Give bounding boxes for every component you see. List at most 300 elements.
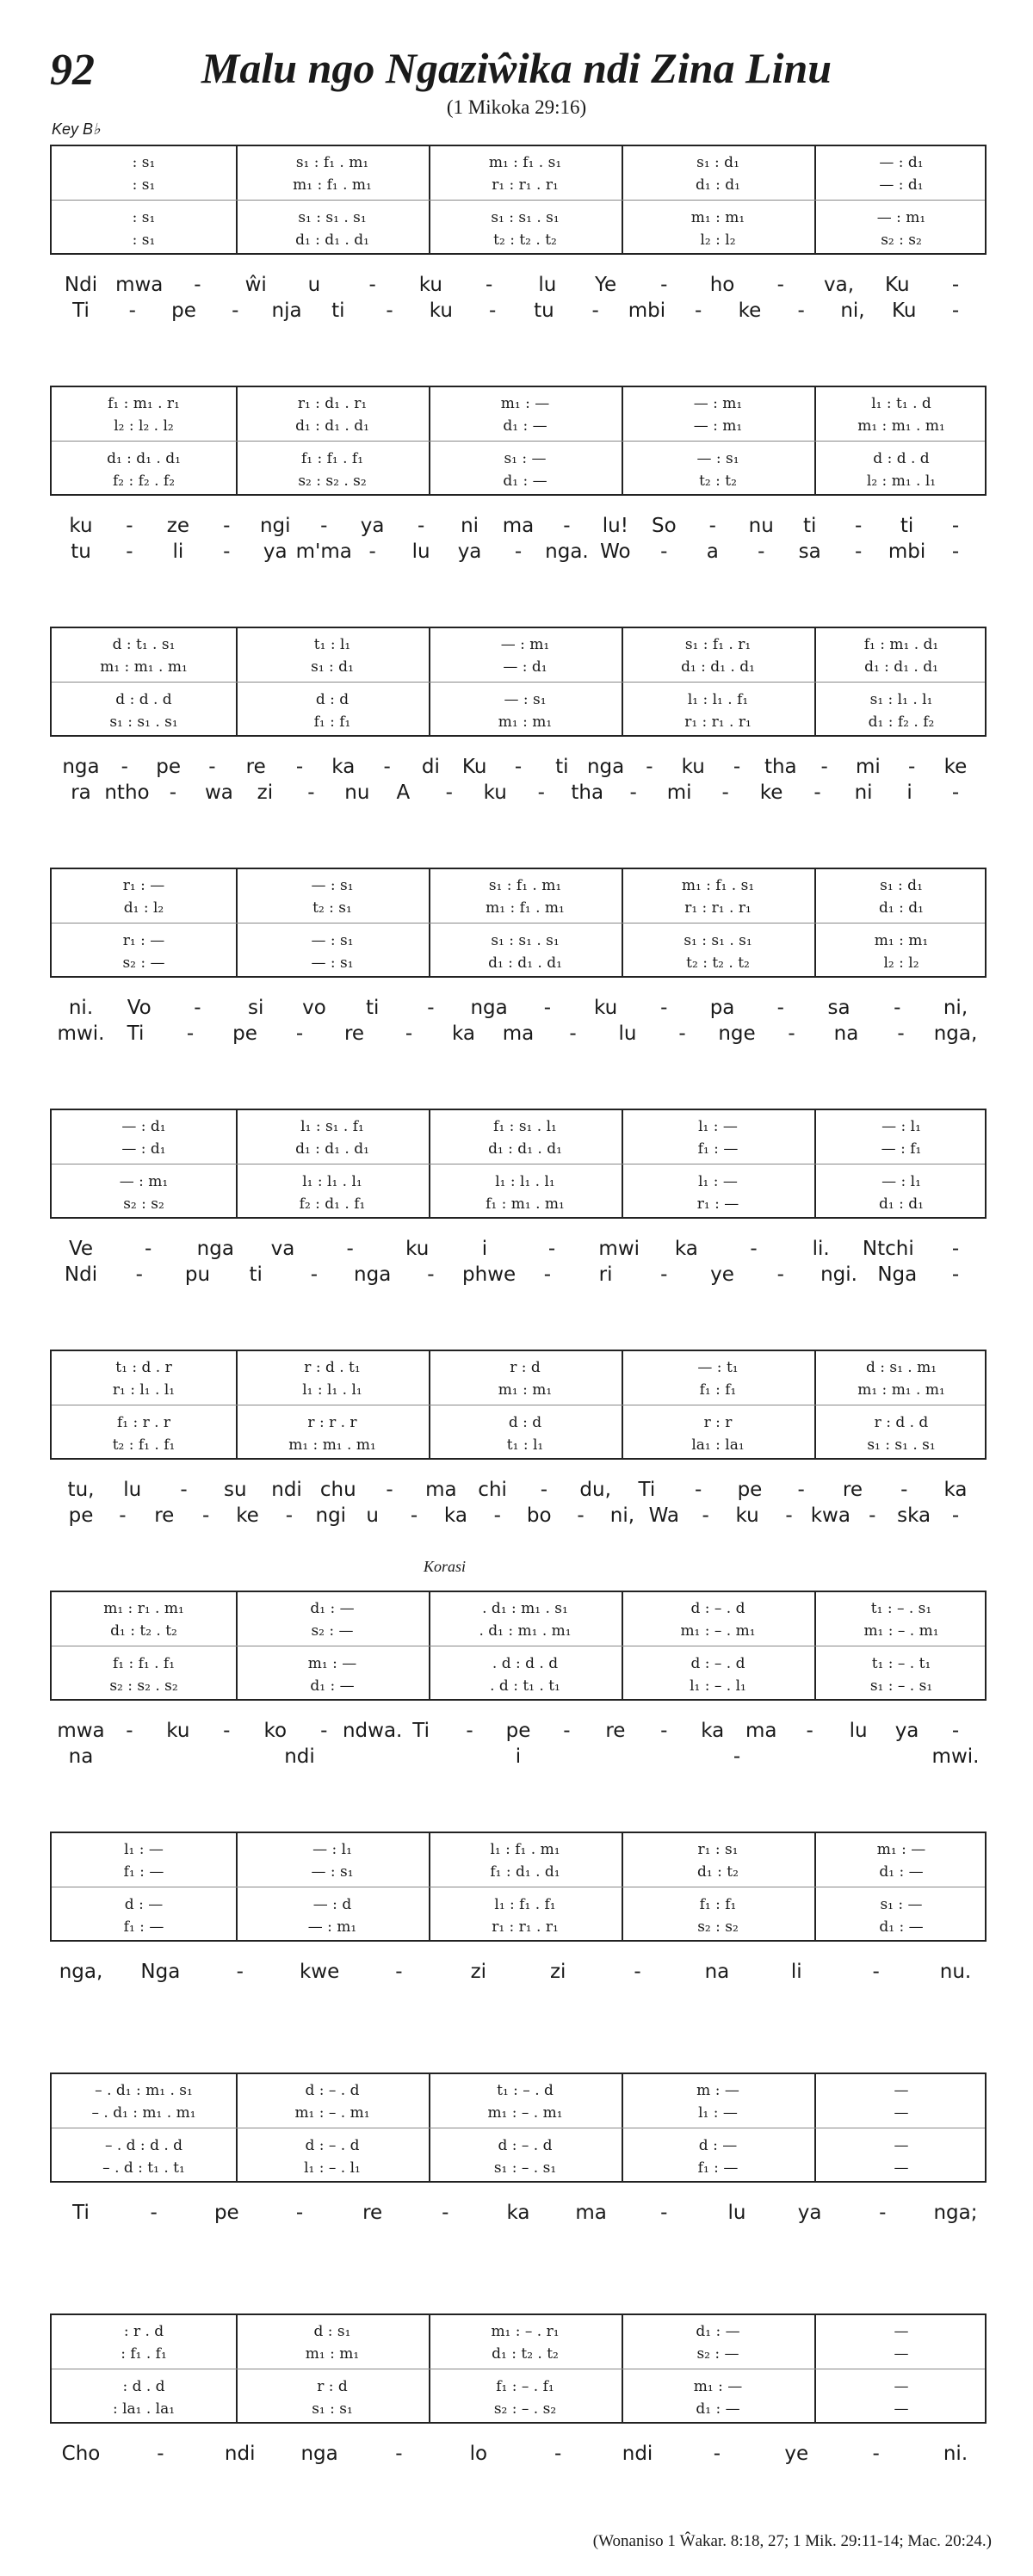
lyric-syllable: - [660, 2202, 668, 2224]
lyric-syllable: kwe [299, 1961, 340, 1983]
note-cell: — : l₁ [312, 1841, 352, 1858]
note-cell: m₁ : — [500, 395, 550, 412]
lyric-syllable: - [208, 756, 216, 778]
lyric-line [50, 1503, 987, 1529]
lyric-line [50, 1959, 987, 1985]
note-cell: m : — [696, 2082, 739, 2099]
note-cell: s₁ : s₁ [312, 2400, 353, 2418]
lyric-syllable: - [194, 274, 201, 296]
lyric-syllable: ya [894, 1720, 919, 1742]
lyric-syllable: - [569, 1022, 577, 1045]
note-cell: m₁ : m₁ . m₁ [288, 1436, 376, 1454]
lyric-syllable: - [410, 1504, 418, 1527]
note-cell: d : – . d [690, 1600, 745, 1617]
note-cell: m₁ : m₁ . m₁ [100, 658, 188, 676]
lyric-syllable: - [951, 1238, 960, 1260]
lyric-syllable: Wo [600, 541, 631, 563]
note-cell: — : s₁ [504, 691, 547, 708]
note-cell: — : l₁ [881, 1118, 921, 1135]
lyric-line [50, 780, 987, 806]
voice-row [52, 1356, 985, 1379]
lyric-syllable: su [224, 1479, 247, 1501]
note-cell: f₂ : f₂ . f₂ [112, 473, 176, 490]
lyric-syllable: A [396, 781, 411, 804]
lyric-syllable: u [366, 1504, 379, 1527]
note-cell: – . d₁ : m₁ . m₁ [91, 2104, 196, 2122]
voice-row [52, 2102, 985, 2124]
note-cell: — : t₁ [697, 1359, 739, 1376]
lyric-syllable: - [785, 1504, 793, 1527]
note-cell: r : d [317, 2378, 348, 2395]
note-cell: . d₁ : m₁ . s₁ [482, 1600, 568, 1617]
lyric-syllable: - [854, 541, 863, 563]
note-cell: s₁ : s₁ . s₁ [684, 932, 752, 949]
note-cell: m₁ : m₁ [690, 209, 745, 226]
lyric-syllable: - [395, 1961, 403, 1983]
note-cell: l₂ : l₂ [700, 232, 736, 249]
lyric-syllable: - [186, 1022, 195, 1045]
note-cell: l₁ : l₁ . f₁ [687, 691, 749, 708]
note-cell: d : — [698, 2137, 738, 2154]
note-cell: d₁ : d₁ . d₁ [488, 954, 562, 972]
note-cell: f₁ : f₁ [699, 1381, 737, 1399]
lyric-syllable: va, [824, 274, 855, 296]
note-cell: — : m₁ [693, 395, 743, 412]
note-cell: l₁ : — [698, 1118, 738, 1135]
lyric-syllable: - [180, 1479, 188, 1501]
lyric-syllable: na [833, 1022, 859, 1045]
voice-row [52, 151, 985, 174]
note-cell: m₁ : m₁ [498, 713, 553, 731]
lyric-syllable: Ye [595, 274, 617, 296]
note-cell: m₁ : m₁ . m₁ [857, 1381, 945, 1399]
note-cell: r : r [703, 1414, 733, 1431]
note-cell: s₂ : — [311, 1622, 354, 1640]
lyric-syllable: pe [737, 1479, 763, 1501]
lyric-syllable: nga [300, 2443, 338, 2465]
note-cell: — : s₁ [311, 954, 354, 972]
lyric-syllable: - [126, 515, 133, 537]
lyric-line [50, 2200, 987, 2226]
staff-divider [52, 923, 985, 924]
note-cell: s₁ : f₁ . m₁ [488, 877, 562, 894]
lyric-syllable: - [758, 541, 765, 563]
note-cell: m₁ : — [876, 1841, 926, 1858]
music-system [50, 1591, 987, 1701]
lyric-syllable: ke [943, 756, 968, 778]
lyric-syllable: ra [71, 781, 91, 804]
note-cell: l₁ : – . l₁ [690, 1677, 746, 1695]
note-cell: f₁ : — [123, 1863, 164, 1881]
note-cell: — : s₁ [696, 450, 739, 467]
voice-row [52, 1115, 985, 1138]
note-cell: d₁ : — [310, 1677, 355, 1695]
lyric-syllable: Ku [885, 274, 910, 296]
lyric-syllable: re [842, 1479, 863, 1501]
lyric-syllable: - [485, 274, 493, 296]
note-cell: s₂ : s₂ [123, 1195, 164, 1213]
lyric-syllable: di [421, 756, 440, 778]
voice-row [52, 656, 985, 678]
lyric-syllable: mwa [115, 274, 164, 296]
note-cell: m₁ : – . m₁ [487, 2104, 563, 2122]
note-cell: — [894, 2345, 909, 2363]
note-cell: f₁ : f₁ [313, 713, 351, 731]
lyric-syllable: Ndi [64, 274, 98, 296]
lyric-syllable: ku [69, 515, 93, 537]
lyric-syllable: Ti [127, 1022, 145, 1045]
lyric-syllable: li [790, 1961, 802, 1983]
lyric-line [50, 2441, 987, 2467]
lyric-syllable: Ti [412, 1720, 430, 1742]
lyric-syllable: lu [727, 2202, 746, 2224]
note-cell: f₁ : d₁ . d₁ [490, 1863, 560, 1881]
lyric-syllable: - [493, 1504, 501, 1527]
note-cell: s₁ : f₁ . m₁ [295, 154, 369, 171]
note-cell: l₁ : — [124, 1841, 164, 1858]
note-cell: f₁ : f₁ . f₁ [300, 450, 364, 467]
lyric-syllable: ti [900, 515, 914, 537]
lyric-syllable: - [135, 1263, 143, 1286]
voice-row [52, 1193, 985, 1215]
lyric-syllable: m'ma [295, 541, 352, 563]
note-cell: t₁ : l₁ [313, 636, 351, 653]
lyric-syllable: nga [354, 1263, 392, 1286]
lyric-syllable: ka [331, 756, 356, 778]
lyric-syllable: ya [797, 2202, 822, 2224]
note-cell: — [894, 2137, 909, 2154]
lyric-syllable: ntho [104, 781, 150, 804]
lyric-syllable: kwa [810, 1504, 851, 1527]
voice-row [52, 1138, 985, 1160]
lyric-syllable: ndi [271, 1479, 302, 1501]
lyric-syllable: i [515, 1745, 522, 1768]
lyric-syllable: Ve [68, 1238, 94, 1260]
lyric-syllable: - [427, 1263, 435, 1286]
lyric-syllable: Nga [140, 1961, 181, 1983]
note-cell: l₁ : l₁ . l₁ [495, 1173, 555, 1190]
note-cell: t₁ : d . r [115, 1359, 172, 1376]
note-cell: s₁ : s₁ . s₁ [298, 209, 367, 226]
note-cell: s₁ : s₁ . s₁ [491, 932, 560, 949]
lyric-syllable: lu [123, 1479, 142, 1501]
note-cell: s₂ : s₂ [881, 232, 922, 249]
lyric-line [50, 539, 987, 565]
lyric-syllable: - [169, 781, 177, 804]
note-cell: — [894, 2082, 909, 2099]
voice-row [52, 897, 985, 919]
lyric-syllable: - [900, 1479, 908, 1501]
lyric-syllable: ti [365, 997, 380, 1019]
staff-divider [52, 682, 985, 683]
lyric-syllable: ku [405, 1238, 430, 1260]
note-cell: s₁ : s₁ . s₁ [491, 209, 560, 226]
lyric-syllable: - [537, 781, 545, 804]
lyric-syllable: - [695, 300, 702, 322]
lyric-line [50, 754, 987, 780]
note-cell: — : d₁ [879, 154, 924, 171]
lyric-syllable: - [776, 997, 784, 1019]
note-cell: r₁ : r₁ . r₁ [492, 176, 559, 194]
note-cell: m₁ : f₁ . s₁ [681, 877, 755, 894]
note-cell: r₁ : r₁ . r₁ [684, 713, 752, 731]
lyric-syllable: ku [593, 997, 618, 1019]
note-cell: f₁ : — [697, 1140, 739, 1158]
note-cell: : la₁ . la₁ [112, 2400, 176, 2418]
lyric-syllable: - [721, 781, 729, 804]
scripture-reference: (1 Mikoka 29:16) [446, 96, 587, 118]
lyric-syllable: - [591, 300, 599, 322]
lyric-syllable: re [605, 1720, 626, 1742]
lyric-syllable: - [201, 1504, 210, 1527]
note-cell: d₁ : — [696, 2323, 740, 2340]
note-cell: s₁ : s₁ . s₁ [109, 713, 178, 731]
voice-row [52, 1675, 985, 1697]
lyric-syllable: Ti [72, 2202, 90, 2224]
note-cell: d₁ : d₁ [696, 176, 740, 194]
lyric-syllable: va [270, 1238, 295, 1260]
lyric-syllable: ma [575, 2202, 607, 2224]
lyric-syllable: - [295, 1022, 304, 1045]
voice-row [52, 633, 985, 656]
lyric-syllable: Wa [648, 1504, 680, 1527]
lyric-syllable: - [445, 781, 453, 804]
note-cell: — [894, 2378, 909, 2395]
note-cell: d : d . d [873, 450, 930, 467]
lyric-line [50, 1021, 987, 1047]
note-cell: r : r . r [307, 1414, 357, 1431]
lyric-syllable: nga. [545, 541, 589, 563]
note-cell: d₁ : d₁ . d₁ [295, 232, 369, 249]
lyric-line [50, 1236, 987, 1262]
note-cell: m₁ : – . m₁ [294, 2104, 370, 2122]
voice-row [52, 415, 985, 437]
lyric-syllable: phwe [462, 1263, 516, 1286]
note-cell: s₁ : – . s₁ [869, 1677, 933, 1695]
note-cell: d : t₁ . s₁ [112, 636, 176, 653]
lyric-syllable: ni. [68, 997, 94, 1019]
lyric-syllable: na [704, 1961, 730, 1983]
note-cell: d₁ : d₁ [879, 1195, 924, 1213]
lyric-syllable: nga [470, 997, 508, 1019]
lyric-syllable: ka [506, 2202, 530, 2224]
hymn-number: 92 [50, 46, 95, 95]
note-cell: d : – . d [690, 1655, 745, 1672]
lyric-syllable: - [702, 1504, 709, 1527]
note-cell: d₁ : d₁ [879, 899, 924, 917]
lyric-syllable: wa [204, 781, 233, 804]
lyric-syllable: ya [457, 541, 482, 563]
lyric-syllable: tu [534, 300, 554, 322]
voice-row [52, 229, 985, 251]
voice-row [52, 1171, 985, 1193]
note-cell: s₁ : — [504, 450, 547, 467]
lyric-syllable: pu [184, 1263, 211, 1286]
music-system [50, 1832, 987, 1942]
lyric-syllable: ma [502, 515, 535, 537]
lyric-syllable: ku [735, 1504, 759, 1527]
chorus-label: Korasi [424, 1558, 467, 1575]
voice-row [52, 689, 985, 711]
lyric-syllable: ka [674, 1238, 698, 1260]
voice-row [52, 1652, 985, 1675]
lyric-syllable: - [733, 1745, 741, 1768]
note-cell: . d₁ : m₁ . m₁ [479, 1622, 572, 1640]
voice-row [52, 874, 985, 897]
note-cell: — : d₁ [121, 1140, 166, 1158]
note-cell: r₁ : l₁ . l₁ [112, 1381, 176, 1399]
voice-row [52, 2343, 985, 2365]
lyric-syllable: ma [745, 1720, 777, 1742]
lyric-syllable: - [488, 300, 497, 322]
lyric-line [50, 995, 987, 1021]
lyric-syllable: Nga [877, 1263, 918, 1286]
lyric-syllable: pe [213, 2202, 239, 2224]
lyric-syllable: ke [759, 781, 783, 804]
voice-row [52, 174, 985, 196]
voice-row [52, 930, 985, 952]
note-cell: d₁ : — [879, 1918, 924, 1936]
lyric-syllable: - [232, 300, 239, 322]
lyric-syllable: - [417, 515, 425, 537]
lyric-syllable: - [646, 756, 653, 778]
note-cell: r₁ : — [696, 1195, 739, 1213]
lyric-syllable: mbi [628, 300, 666, 322]
lyric-syllable: - [733, 756, 741, 778]
note-cell: r₁ : r₁ . r₁ [492, 1918, 559, 1936]
lyric-syllable: - [150, 2202, 158, 2224]
lyric-syllable: lu [849, 1720, 868, 1742]
lyric-syllable: - [194, 997, 201, 1019]
lyric-syllable: ke [738, 300, 762, 322]
note-cell: d₁ : f₂ . f₂ [868, 713, 935, 731]
note-cell: r : d . t₁ [304, 1359, 361, 1376]
lyric-syllable: - [563, 515, 571, 537]
lyric-syllable: Ndi [64, 1263, 98, 1286]
note-cell: . d : t₁ . t₁ [490, 1677, 560, 1695]
lyric-syllable: - [310, 1263, 319, 1286]
lyric-syllable: nu [344, 781, 370, 804]
note-cell: r₁ : — [122, 932, 165, 949]
lyric-syllable: ska [897, 1504, 931, 1527]
music-system [50, 145, 987, 255]
lyric-syllable: i [906, 781, 912, 804]
lyric-syllable: - [660, 274, 668, 296]
lyric-syllable: chi [478, 1479, 507, 1501]
note-cell: — [894, 2159, 909, 2177]
note-cell: — : m₁ [500, 636, 550, 653]
lyric-syllable: u [307, 274, 321, 296]
lyric-syllable: - [405, 1022, 413, 1045]
lyric-syllable: pe [171, 300, 196, 322]
lyric-syllable: - [797, 1479, 805, 1501]
note-cell: t₂ : t₂ . t₂ [493, 232, 557, 249]
note-cell: d₁ : — [696, 2400, 740, 2418]
voice-row [52, 1597, 985, 1620]
lyric-syllable: - [543, 997, 552, 1019]
lyric-syllable: bo [526, 1504, 552, 1527]
note-cell: m₁ : f₁ . s₁ [488, 154, 562, 171]
note-cell: s₂ : s₂ . s₂ [109, 1677, 178, 1695]
note-cell: f₁ : — [697, 2159, 739, 2177]
lyric-syllable: mi [666, 781, 692, 804]
lyric-syllable: ka [943, 1479, 968, 1501]
lyric-syllable: nga, [59, 1961, 103, 1983]
lyric-syllable: ti [331, 300, 345, 322]
note-cell: f₁ : — [123, 1918, 164, 1936]
note-cell: s₁ : d₁ [880, 877, 923, 894]
lyric-syllable: ni, [943, 997, 968, 1019]
lyric-syllable: pa [709, 997, 735, 1019]
note-cell: f₁ : r . r [116, 1414, 171, 1431]
lyric-syllable: ka [443, 1504, 467, 1527]
lyric-syllable: sa [827, 997, 851, 1019]
lyric-syllable: lo [469, 2443, 488, 2465]
lyric-syllable: lu! [602, 515, 628, 537]
note-cell: t₁ : l₁ [506, 1436, 544, 1454]
lyric-syllable: - [427, 997, 435, 1019]
lyric-syllable: - [577, 1504, 585, 1527]
lyric-syllable: - [894, 997, 901, 1019]
lyric-syllable: mwi [598, 1238, 640, 1260]
voice-row [52, 2375, 985, 2398]
note-cell: s₁ : — [880, 1896, 923, 1913]
note-cell: r : d [510, 1359, 541, 1376]
note-cell: — : m₁ [876, 209, 926, 226]
lyric-syllable: ri [598, 1263, 613, 1286]
lyric-syllable: - [466, 1720, 473, 1742]
lyric-syllable: ku [418, 274, 442, 296]
note-cell: f₁ : s₁ . l₁ [493, 1118, 557, 1135]
note-cell: r : d . d [874, 1414, 929, 1431]
lyric-syllable: - [383, 756, 391, 778]
lyric-line [50, 1262, 987, 1288]
note-cell: – . d₁ : m₁ . s₁ [95, 2082, 193, 2099]
lyric-syllable: - [813, 781, 821, 804]
voice-row [52, 1893, 985, 1916]
note-cell: l₁ : – . l₁ [304, 2159, 361, 2177]
lyric-syllable: a [706, 541, 719, 563]
note-cell: s₁ : d₁ [311, 658, 354, 676]
note-cell: : r . d [123, 2323, 164, 2340]
note-cell: l₂ : l₂ [883, 954, 919, 972]
note-cell: — : d₁ [503, 658, 547, 676]
note-cell: d : d [508, 1414, 542, 1431]
lyric-syllable: - [126, 541, 133, 563]
lyric-syllable: ku [483, 781, 507, 804]
note-cell: m₁ : m₁ [305, 2345, 360, 2363]
lyric-syllable: - [695, 1479, 702, 1501]
note-cell: — : m₁ [693, 417, 743, 435]
lyric-syllable: - [223, 1720, 231, 1742]
lyric-syllable: chu [319, 1479, 356, 1501]
lyric-syllable: - [629, 781, 637, 804]
staff-divider [52, 441, 985, 442]
lyric-syllable: - [157, 2443, 164, 2465]
music-system [50, 868, 987, 978]
lyric-syllable: ho [709, 274, 735, 296]
note-cell: r₁ : — [122, 877, 165, 894]
lyric-syllable: i [481, 1238, 488, 1260]
lyric-syllable: - [951, 1504, 960, 1527]
note-cell: d : d [315, 691, 349, 708]
lyric-syllable: ka [451, 1022, 476, 1045]
hymn-title: Malu ngo Ngaziŵika ndi Zina Linu [201, 44, 832, 92]
lyric-syllable: li [172, 541, 184, 563]
note-cell: : s₁ [132, 232, 156, 249]
note-cell: s₁ : – . s₁ [493, 2159, 557, 2177]
note-cell: f₂ : d₁ . f₁ [299, 1195, 366, 1213]
